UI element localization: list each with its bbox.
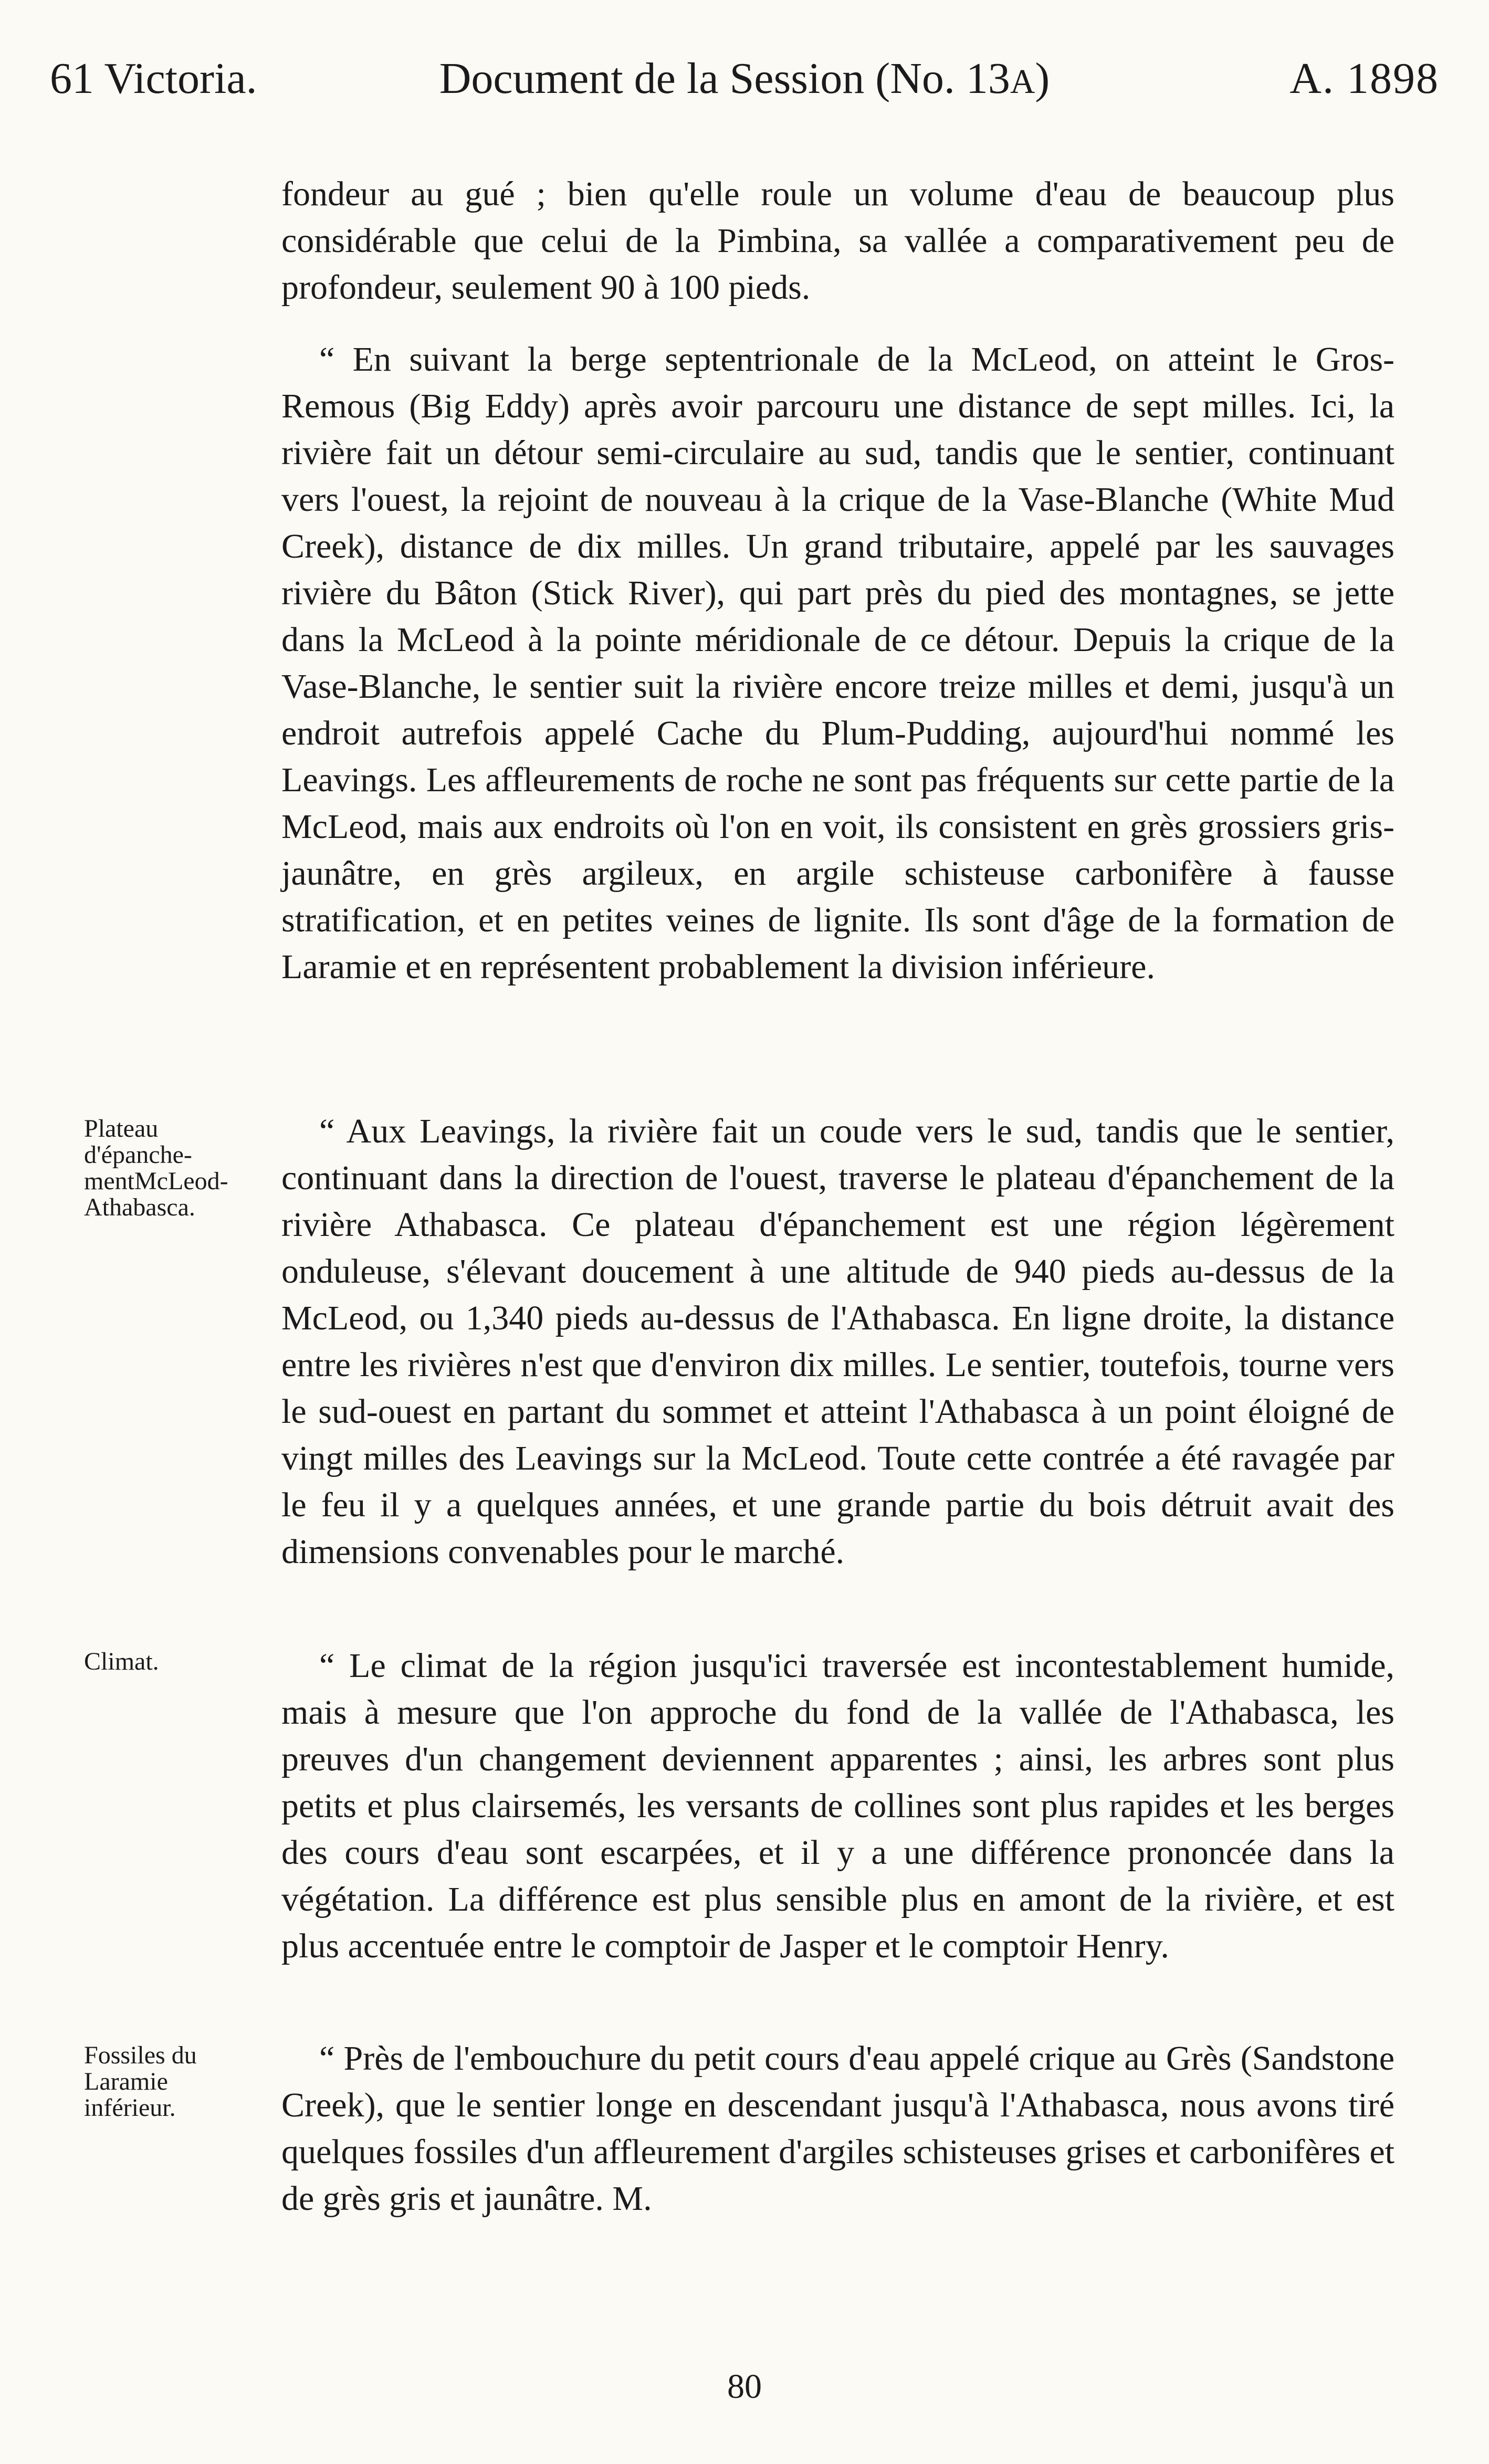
paragraph-2-text: “ En suivant la berge septentrionale de la McLeod, on atteint le Gros-Remous (Big Eddy) après avoir parcouru une distance de sept milles. Ici, la rivière fait un détour semi-circulaire au sud, tandis que le sentier, continuant vers l'ouest, la rejoint de nouveau à la crique de la Vase-Blanche (White Mud Creek), distance de dix milles. Un grand tributaire, appelé par les sauvages rivière du Bâton (Stick River), qui part près du pied des montagnes, se jette dans la McLeod à la pointe méridionale de ce détour. Depuis la crique de la Vase-Blanche, le sentier suit la rivière encore treize milles et demi, jusqu'à un endroit autrefois appelé Cache du Plum-Pudding, aujourd'hui nommé les Leavings. Les affleurements de roche ne sont pas fréquents sur cette partie de la McLeod, mais aux endroits où l'on en voit, ils consistent en grès grossiers gris-jaunâtre, en grès argileux, en argile schisteuse carbonifère à fausse stratification, et en petites veines de lignite. Ils sont d'âge de la formation de Laramie et en représentent probablement la division inférieure. (281, 340, 1394, 986)
header-regnal-year: 61 Victoria. (50, 54, 257, 103)
sidenote-fossiles (84, 2042, 273, 2121)
sidenote-line: mentMcLeod- (84, 1167, 228, 1195)
paragraph-1-text: fondeur au gué ; bien qu'elle roule un volume d'eau de beaucoup plus considérable que celui de la Pimbina, sa vallée a comparativement peu de profondeur, seulement 90 à 100 pieds. (281, 175, 1394, 307)
paragraph-3 (281, 1108, 1394, 1575)
sidenote-plateau (84, 1116, 273, 1221)
header-document-title-main: Document de la Session (No. 13 (439, 54, 1010, 103)
sidenote-line: d'épanche- (84, 1141, 192, 1169)
paragraph-5-text: “ Près de l'embouchure du petit cours d'eau appelé crique au Grès (Sandstone Creek), que le sentier longe en descendant jusqu'à l'Athabasca, nous avons tiré quelques fossiles d'un affleurement d'argiles schisteuses grises et carbonifères et de grès gris et jaunâtre. M. (281, 2039, 1394, 2218)
header-document-title-close: ) (1035, 54, 1050, 103)
header-document-title (50, 47, 1439, 113)
sidenote-line: Laramie (84, 2068, 168, 2095)
running-header (50, 47, 1439, 110)
header-year: A. 1898 (1289, 54, 1439, 103)
page-number: 80 (727, 2367, 762, 2406)
sidenote-line: Plateau (84, 1115, 159, 1142)
sidenote-line: inférieur. (84, 2094, 176, 2122)
header-document-title-suffix: A (1010, 63, 1035, 101)
paragraph-1 (281, 171, 1394, 311)
sidenote-line: Fossiles du (84, 2041, 197, 2069)
paragraph-4-text: “ Le climat de la région jusqu'ici traversée est incontestablement humide, mais à mesure que l'on approche du fond de la vallée de l'Athabasca, les preuves d'un changement deviennent apparentes ; ainsi, les arbres sont plus petits et plus clairsemés, les versants de collines sont plus rapides et les berges des cours d'eau sont escarpées, et il y a une différence prononcée dans la végétation. La différence est plus sensible plus en amont de la rivière, et est plus accentuée entre le comptoir de Jasper et le comptoir Henry. (281, 1647, 1394, 1965)
sidenote-climat (84, 1649, 273, 1675)
paragraph-3-text: “ Aux Leavings, la rivière fait un coude vers le sud, tandis que le sentier, continuant dans la direction de l'ouest, traverse le plateau d'épanchement de la rivière Athabasca. Ce plateau d'épanchement est une région légèrement onduleuse, s'élevant doucement à une altitude de 940 pieds au-dessus de la McLeod, ou 1,340 pieds au-dessus de l'Athabasca. En ligne droite, la distance entre les rivières n'est que d'environ dix milles. Le sentier, toutefois, tourne vers le sud-ouest en partant du sommet et atteint l'Athabasca à un point éloigné de vingt milles des Leavings sur la McLeod. Toute cette contrée a été ravagée par le feu il y a quelques années, et une grande partie du bois détruit avait des dimensions convenables pour le marché. (281, 1112, 1394, 1571)
sidenote-line: Climat. (84, 1648, 159, 1675)
paragraph-4 (281, 1642, 1394, 1969)
paragraph-2 (281, 336, 1394, 990)
paragraph-5 (281, 2035, 1394, 2222)
sidenote-line: Athabasca. (84, 1193, 195, 1221)
